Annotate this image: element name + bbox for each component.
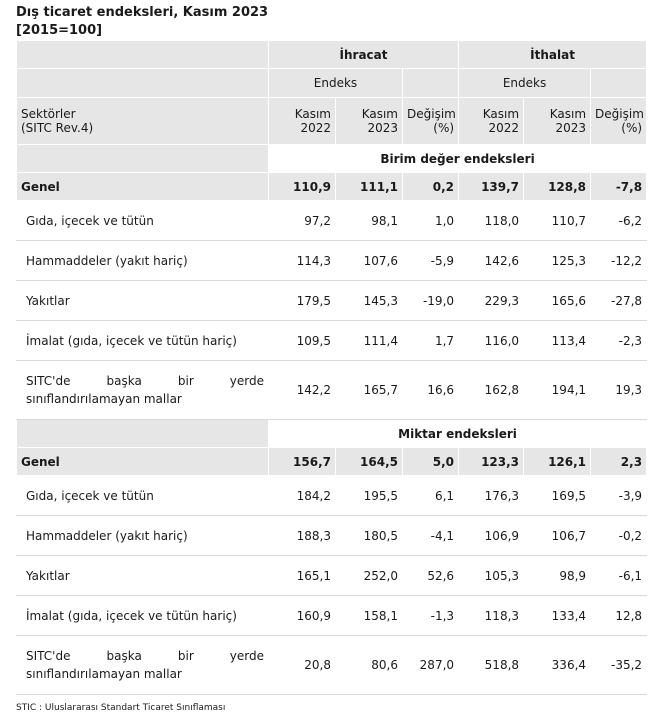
sitc-label: (SITC Rev.4): [21, 121, 94, 135]
header-endeks-ithalat: Endeks: [459, 69, 591, 98]
row-value: 160,9: [269, 596, 336, 636]
header-blank: [591, 69, 647, 98]
row-value: 105,3: [459, 556, 524, 596]
table-row: [17, 281, 647, 321]
row-label: Yakıtlar: [17, 281, 269, 321]
table-row: [17, 201, 647, 241]
row-value: 123,3: [459, 448, 524, 476]
row-value: 110,7: [524, 201, 591, 241]
header-blank: [403, 69, 459, 98]
row-value: 125,3: [524, 241, 591, 281]
row-value: 111,4: [336, 321, 403, 361]
row-value: -35,2: [591, 636, 647, 695]
row-label: Genel: [17, 173, 269, 201]
section-heading-row: [17, 420, 647, 448]
table-row: [17, 636, 647, 695]
row-value: 133,4: [524, 596, 591, 636]
row-value: 176,3: [459, 476, 524, 516]
table-row: [17, 321, 647, 361]
row-value: -6,2: [591, 201, 647, 241]
sektorler-label: Sektörler: [21, 107, 76, 121]
col-degisim-ithalat: Değişim (%): [591, 98, 647, 145]
row-value: 109,5: [269, 321, 336, 361]
header-blank: [17, 69, 269, 98]
row-value: 0,2: [403, 173, 459, 201]
row-value: -27,8: [591, 281, 647, 321]
footnote: STIC : Uluslararası Standart Ticaret Sınıflaması: [16, 703, 226, 713]
row-value: 518,8: [459, 636, 524, 695]
row-value: -1,3: [403, 596, 459, 636]
table-row: [17, 596, 647, 636]
row-value: 12,8: [591, 596, 647, 636]
row-value: 158,1: [336, 596, 403, 636]
row-label: Yakıtlar: [17, 556, 269, 596]
header-row-columns: [17, 98, 647, 145]
base-year: [2015=100]: [16, 23, 103, 38]
table-row: [17, 241, 647, 281]
row-value: 1,7: [403, 321, 459, 361]
row-value: 287,0: [403, 636, 459, 695]
row-value: 142,6: [459, 241, 524, 281]
header-ihracat: İhracat: [269, 41, 459, 69]
trade-index-table: [16, 40, 647, 695]
row-value: 188,3: [269, 516, 336, 556]
row-value: 142,2: [269, 361, 336, 420]
section-heading: Miktar endeksleri: [269, 420, 647, 448]
section-heading-row: [17, 145, 647, 173]
row-label: İmalat (gıda, içecek ve tütün hariç): [17, 321, 269, 361]
col-kasim-2022-ithalat: Kasım 2022: [459, 98, 524, 145]
row-value: 165,1: [269, 556, 336, 596]
row-value: 118,3: [459, 596, 524, 636]
header-row-endeks: [17, 69, 647, 98]
col-kasim-2022-ihracat: Kasım 2022: [269, 98, 336, 145]
row-value: -3,9: [591, 476, 647, 516]
row-value: 195,5: [336, 476, 403, 516]
row-value: 6,1: [403, 476, 459, 516]
row-label: İmalat (gıda, içecek ve tütün hariç): [17, 596, 269, 636]
col-kasim-2023-ihracat: Kasım 2023: [336, 98, 403, 145]
row-value: -19,0: [403, 281, 459, 321]
row-value: 114,3: [269, 241, 336, 281]
section-heading: Birim değer endeksleri: [269, 145, 647, 173]
row-label: Hammaddeler (yakıt hariç): [17, 241, 269, 281]
row-value: 156,7: [269, 448, 336, 476]
row-value: 164,5: [336, 448, 403, 476]
row-label: Genel: [17, 448, 269, 476]
row-value: 19,3: [591, 361, 647, 420]
row-value: 2,3: [591, 448, 647, 476]
table-row: [17, 516, 647, 556]
row-value: 128,8: [524, 173, 591, 201]
col-kasim-2023-ithalat: Kasım 2023: [524, 98, 591, 145]
row-label: SITC'de başka bir yerde sınıflandırılamayan mallar: [17, 361, 269, 420]
row-value: 145,3: [336, 281, 403, 321]
row-value: 336,4: [524, 636, 591, 695]
row-value: 229,3: [459, 281, 524, 321]
row-label: SITC'de başka bir yerde sınıflandırılamayan mallar: [17, 636, 269, 695]
genel-row: [17, 448, 647, 476]
row-label: Gıda, içecek ve tütün: [17, 201, 269, 241]
row-value: 116,0: [459, 321, 524, 361]
row-value: 252,0: [336, 556, 403, 596]
row-value: 162,8: [459, 361, 524, 420]
row-value: -5,9: [403, 241, 459, 281]
row-value: -6,1: [591, 556, 647, 596]
row-value: 179,5: [269, 281, 336, 321]
row-value: -0,2: [591, 516, 647, 556]
row-label: Hammaddeler (yakıt hariç): [17, 516, 269, 556]
table-row: [17, 361, 647, 420]
row-value: 110,9: [269, 173, 336, 201]
row-value: 111,1: [336, 173, 403, 201]
row-value: -12,2: [591, 241, 647, 281]
row-value: 106,9: [459, 516, 524, 556]
row-value: 184,2: [269, 476, 336, 516]
header-sektorler: [17, 98, 269, 145]
header-row-groups: [17, 41, 647, 69]
row-value: -4,1: [403, 516, 459, 556]
row-value: -2,3: [591, 321, 647, 361]
row-value: 126,1: [524, 448, 591, 476]
header-ithalat: İthalat: [459, 41, 647, 69]
row-value: 20,8: [269, 636, 336, 695]
genel-row: [17, 173, 647, 201]
row-value: 107,6: [336, 241, 403, 281]
row-value: 98,9: [524, 556, 591, 596]
header-blank: [17, 41, 269, 69]
table-row: [17, 556, 647, 596]
header-endeks-ihracat: Endeks: [269, 69, 403, 98]
col-degisim-ihracat: Değişim (%): [403, 98, 459, 145]
row-value: -7,8: [591, 173, 647, 201]
row-value: 52,6: [403, 556, 459, 596]
row-value: 139,7: [459, 173, 524, 201]
row-value: 16,6: [403, 361, 459, 420]
row-value: 5,0: [403, 448, 459, 476]
section-blank: [17, 145, 269, 173]
row-value: 169,5: [524, 476, 591, 516]
section-blank: [17, 420, 269, 448]
row-value: 165,7: [336, 361, 403, 420]
row-value: 1,0: [403, 201, 459, 241]
row-value: 180,5: [336, 516, 403, 556]
row-value: 194,1: [524, 361, 591, 420]
row-value: 97,2: [269, 201, 336, 241]
row-label: Gıda, içecek ve tütün: [17, 476, 269, 516]
row-value: 118,0: [459, 201, 524, 241]
row-value: 80,6: [336, 636, 403, 695]
row-value: 165,6: [524, 281, 591, 321]
row-value: 113,4: [524, 321, 591, 361]
table-row: [17, 476, 647, 516]
row-value: 106,7: [524, 516, 591, 556]
row-value: 98,1: [336, 201, 403, 241]
page-title: Dış ticaret endeksleri, Kasım 2023: [16, 5, 269, 20]
